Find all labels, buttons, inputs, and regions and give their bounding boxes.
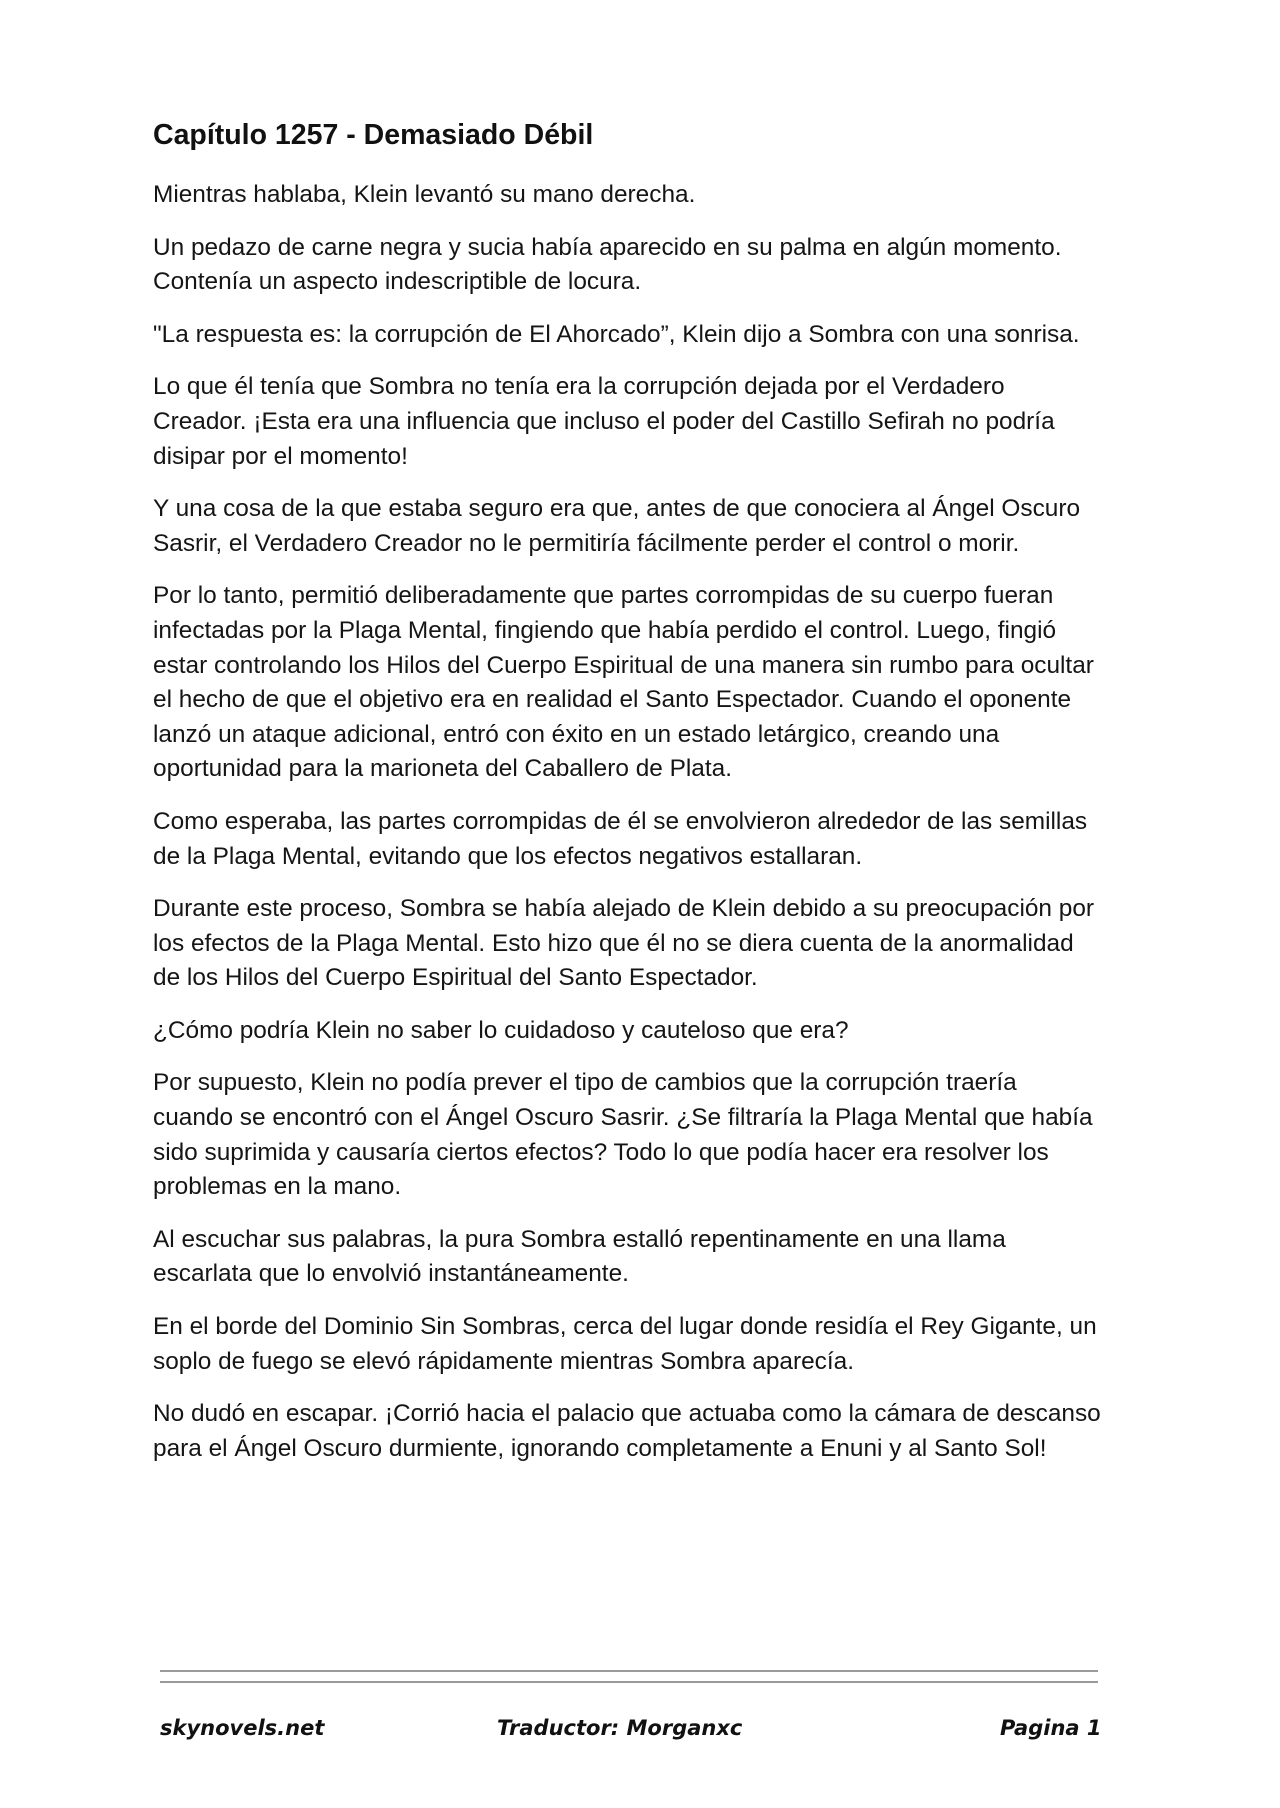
paragraph-2: Un pedazo de carne negra y sucia había aparecido en su palma en algún momento. Contenía un aspecto indescriptible de locura. [153,233,1062,296]
paragraph-12: En el borde del Dominio Sin Sombras, cerca del lugar donde residía el Rey Gigante, un soplo de fuego se elevó rápidamente mientras Sombra aparecía. [153,1313,1097,1375]
paragraph-9: ¿Cómo podría Klein no saber lo cuidadoso y cauteloso que era? [153,1016,849,1044]
paragraph-10: Por supuesto, Klein no podía prever el tipo de cambios que la corrupción traería cuando se encontró con el Ángel Oscuro Sasrir. ¿Se filtraría la Plaga Mental que había sido suprimida y causaría ciertos efectos? Todo lo que podía hacer era resolver los problemas en la mano. [153,1069,1093,1201]
paragraph-6: Por lo tanto, permitió deliberadamente que partes corrompidas de su cuerpo fueran infectadas por la Plaga Mental, fingiendo que había perdido el control. Luego, fingió estar controlando los Hilos del Cuerpo Espiritual de una manera sin rumbo para ocultar el hecho de que el objetivo era en realidad el Santo Espectador. Cuando el oponente lanzó un ataque adicional, entró con éxito en un estado letárgico, creando una oportunidad para la marioneta del Caballero de Plata. [153,582,1094,783]
chapter-title: Capítulo 1257 - Demasiado Débil [153,119,594,151]
footer-site: skynovels.net [160,1716,325,1740]
footer-divider-top [160,1670,1098,1672]
paragraph-3: "La respuesta es: la corrupción de El Ahorcado”, Klein dijo a Sombra con una sonrisa. [153,320,1080,348]
footer-translator: Traductor: Morganxc [497,1716,743,1740]
footer-divider-bottom [160,1681,1098,1683]
paragraph-1: Mientras hablaba, Klein levantó su mano derecha. [153,181,696,208]
paragraph-5: Y una cosa de la que estaba seguro era que, antes de que conociera al Ángel Oscuro Sasrir, el Verdadero Creador no le permitiría fácilmente perder el control o morir. [153,495,1081,557]
footer-page-number: Pagina 1 [1000,1716,1102,1740]
paragraph-7: Como esperaba, las partes corrompidas de él se envolvieron alrededor de las semillas de la Plaga Mental, evitando que los efectos negativos estallaran. [153,807,1088,870]
paragraph-13: No dudó en escapar. ¡Corrió hacia el palacio que actuaba como la cámara de descanso para el Ángel Oscuro durmiente, ignorando completamente a Enuni y al Santo Sol! [153,1400,1101,1462]
document-body [153,118,1103,1484]
paragraph-8: Durante este proceso, Sombra se había alejado de Klein debido a su preocupación por los efectos de la Plaga Mental. Esto hizo que él no se diera cuenta de la anormalidad de los Hilos del Cuerpo Espiritual del Santo Espectador. [153,895,1095,992]
paragraph-11: Al escuchar sus palabras, la pura Sombra estalló repentinamente en una llama escarlata que lo envolvió instantáneamente. [153,1225,1006,1288]
paragraph-4: Lo que él tenía que Sombra no tenía era la corrupción dejada por el Verdadero Creador. ¡Esta era una influencia que incluso el poder del Castillo Sefirah no podría disipar por el momento! [153,373,1055,470]
